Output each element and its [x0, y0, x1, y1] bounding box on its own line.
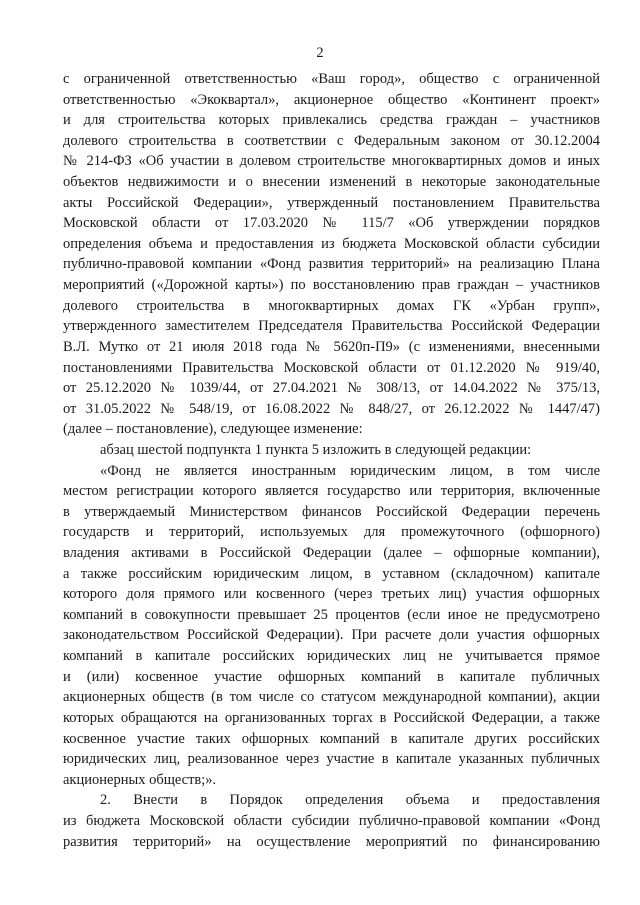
text-line: № 214-ФЗ «Об участии в долевом строительстве многоквартирных домов и иных — [63, 153, 600, 170]
text-line: с ограниченной ответственностью «Ваш город», общество с ограниченной — [63, 71, 600, 87]
text-line: развития территорий» на осуществление мероприятий по финансированию — [63, 833, 600, 850]
text-line: утвержденного заместителем Председателя Правительства Российской Федерации — [63, 318, 600, 335]
text-line: Московской области от 17.03.2020 № 115/7 «Об утверждении порядков — [63, 215, 600, 232]
text-line: акты Российской Федерации», утвержденный постановлением Правительства — [63, 194, 600, 211]
text-line: а также российским юридическим лицом, в уставном (складочном) капитале — [63, 565, 600, 582]
text-line: государств и территорий, используемых для промежуточного (офшорного) — [63, 524, 600, 541]
document-body — [63, 69, 600, 852]
text-line: 2. Внести в Порядок определения объема и предоставления — [100, 792, 600, 809]
text-line: местом регистрации которого является государство или территория, включенные — [63, 483, 600, 500]
text-line: компаний в капитале российских юридических лиц не учитывается прямое — [63, 648, 600, 665]
text-line: от 31.05.2022 № 548/19, от 16.08.2022 № 848/27, от 26.12.2022 № 1447/47) — [63, 400, 600, 417]
text-line: «Фонд не является иностранным юридическим лицом, в том числе — [100, 462, 600, 479]
text-line: публично-правовой компании «Фонд развития территорий» на реализацию Плана — [63, 256, 600, 273]
text-line: ответственностью «Экоквартал», акционерное общество «Континент проект» — [63, 91, 600, 108]
text-line: законодательством Российской Федерации). При расчете доли участия офшорных — [63, 627, 600, 644]
text-line: В.Л. Мутко от 21 июля 2018 года № 5620п-П9» (с изменениями, внесенными — [63, 338, 600, 355]
text-line: компаний в совокупности превышает 25 процентов (если иное не предусмотрено — [63, 606, 600, 623]
text-line: долевого строительства в многоквартирных домах ГК «Урбан групп», — [63, 297, 600, 314]
text-line: косвенное участие таких офшорных компаний в капитале других российских — [63, 730, 600, 747]
text-line: которых обращаются на организованных торгах в Российской Федерации, а также — [63, 709, 600, 726]
text-line: от 25.12.2020 № 1039/44, от 27.04.2021 № 308/13, от 14.04.2022 № 375/13, — [63, 380, 600, 397]
text-line: акционерных обществ (в том числе со статусом международной компании), акции — [63, 689, 600, 706]
text-line: (далее – постановление), следующее изменение: — [63, 421, 363, 438]
text-line: юридических лиц, реализованное через участие в капитале указанных публичных — [63, 751, 600, 768]
text-line: долевого строительства в соответствии с Федеральным законом от 30.12.2004 — [63, 132, 600, 149]
text-line: объектов недвижимости и о внесении изменений в некоторые законодательные — [63, 174, 600, 191]
page-number: 2 — [316, 45, 324, 61]
text-line: владения активами в Российской Федерации (далее – офшорные компании), — [63, 545, 600, 562]
text-line: постановлениями Правительства Московской области от 01.12.2020 № 919/40, — [63, 359, 600, 376]
text-line: и для строительства которых привлекались средства граждан – участников — [63, 112, 600, 129]
text-line: абзац шестой подпункта 1 пункта 5 изложить в следующей редакции: — [100, 441, 532, 458]
text-line: которого доля прямого или косвенного (через третьих лиц) участия офшорных — [63, 586, 600, 603]
text-line: акционерных обществ;». — [63, 771, 217, 788]
text-line: и (или) косвенное участие офшорных компаний в капитале публичных — [63, 668, 600, 685]
text-line: мероприятий («Дорожной карты») по восстановлению прав граждан – участников — [63, 277, 600, 294]
text-line: из бюджета Московской области субсидии публично-правовой компании «Фонд — [63, 812, 600, 829]
text-line: в утверждаемый Министерством финансов Российской Федерации перечень — [63, 503, 600, 520]
text-line: определения объема и предоставления из бюджета Московской области субсидии — [63, 235, 600, 252]
